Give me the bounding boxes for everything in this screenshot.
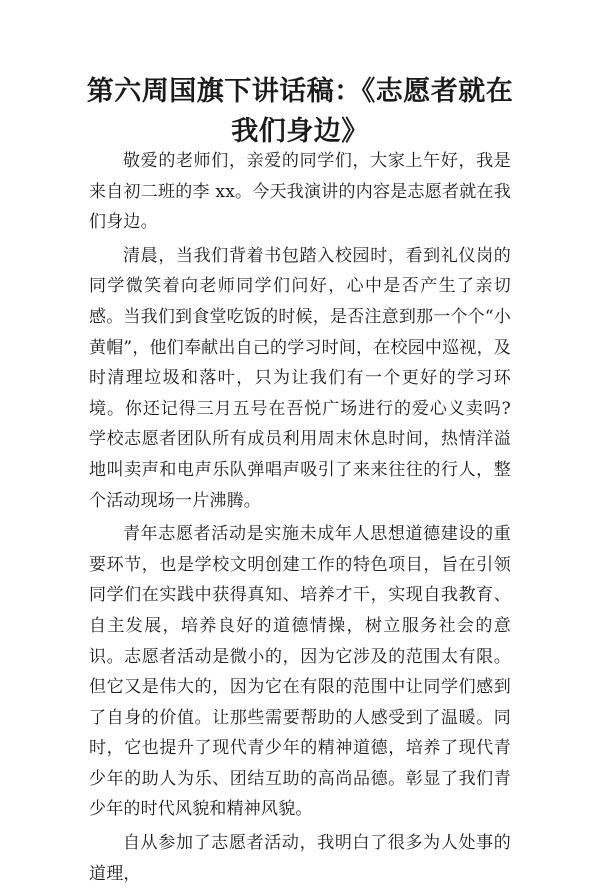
paragraph-greeting: 敬爱的老师们，亲爱的同学们，大家上午好，我是来自初二班的李 xx。今天我演讲的内容是志愿者就在我们身边。 (89, 151, 511, 233)
document-title: 第六周国旗下讲话稿：《志愿者就在我们身边》 (86, 76, 514, 147)
paragraph-morning-scene: 清晨，当我们背着书包踏入校园时，看到礼仪岗的同学微笑着向老师同学们问好，心中是否产生了亲切感。当我们到食堂吃饭的时候，是否注意到那一个个“小黄帽”，他们奉献出自己的学习时间，在校园中巡视，及时清理垃圾和落叶，只为让我们有一个更好的学习环境。你还记得三月五号在吾悦广场进行的爱心义卖吗?学校志愿者团队所有成员利用周末休息时间，热情洋溢地叫卖声和电声乐队弹唱声吸引了来来往往的行人，整个活动现场一片沸腾。 (89, 245, 511, 511)
document-body (89, 146, 511, 892)
paragraph-personal-reflection: 自从参加了志愿者活动，我明白了很多为人处事的道理， (89, 833, 511, 884)
paragraph-volunteer-significance: 青年志愿者活动是实施未成年人思想道德建设的重要环节，也是学校文明创建工作的特色项目，旨在引领同学们在实践中获得真知、培养才干，实现自我教育、自主发展，培养良好的道德情操，树立服务社会的意识。志愿者活动是微小的，因为它涉及的范围太有限。但它又是伟大的，因为它在有限的范围中让同学们感到了自身的价值。让那些需要帮助的人感受到了温暖。同时，它也提升了现代青少年的精神道德，培养了现代青少年的助人为乐、团结互助的高尚品德。彰显了我们青少年的时代风貌和精神风貌。 (89, 524, 511, 820)
